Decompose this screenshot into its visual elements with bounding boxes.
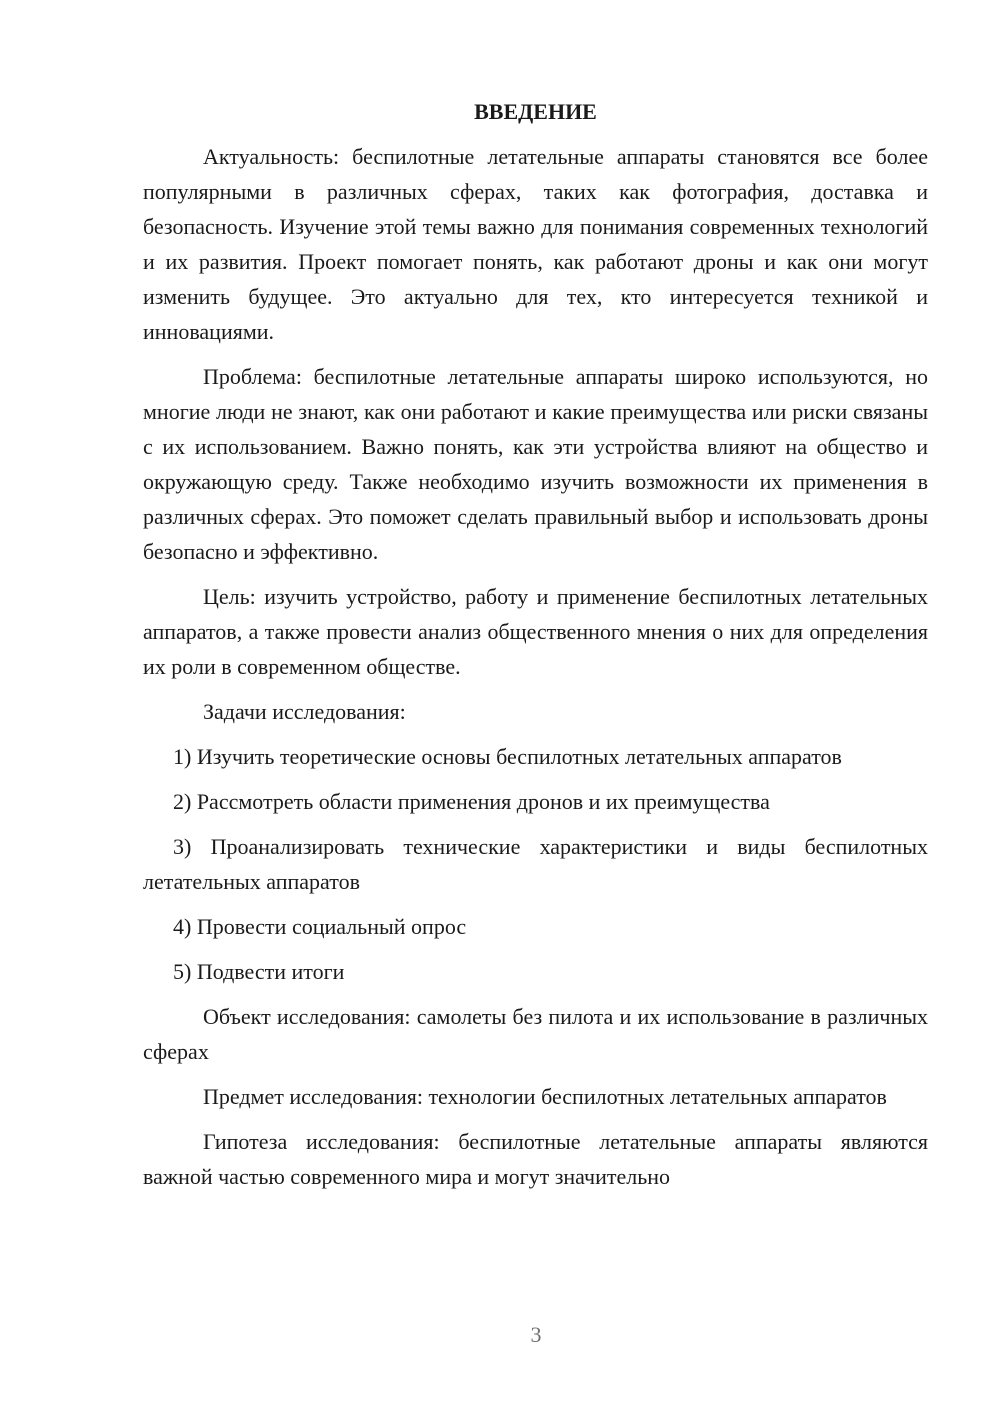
page-number: 3: [530, 1322, 542, 1347]
task-item-4: 4) Провести социальный опрос: [173, 914, 467, 939]
tasks-title: Задачи исследования:: [203, 699, 406, 724]
subject-paragraph: Предмет исследования: технологии беспилотных летательных аппаратов: [203, 1084, 887, 1109]
goal-paragraph: Цель: изучить устройство, работу и применение беспилотных летательных аппаратов, а также провести анализ общественного мнения о них для определения их роли в современном обществе.: [143, 584, 928, 679]
section-heading: ВВЕДЕНИЕ: [474, 99, 597, 124]
relevance-paragraph: Актуальность: беспилотные летательные аппараты становятся все более популярными в различных сферах, таких как фотография, доставка и безопасность. Изучение этой темы важно для понимания современных технологий и их развития. Проект помогает понять, как работают дроны и как они могут изменить будущее. Это актуально для тех, кто интересуется техникой и инновациями.: [143, 144, 928, 344]
hypothesis-paragraph: Гипотеза исследования: беспилотные летательные аппараты являются важной частью современного мира и могут значительно: [143, 1129, 928, 1189]
page-content: [143, 94, 928, 1204]
problem-paragraph: Проблема: беспилотные летательные аппараты широко используются, но многие люди не знают, как они работают и какие преимущества или риски связаны с их использованием. Важно понять, как эти устройства влияют на общество и окружающую среду. Также необходимо изучить возможности их применения в различных сферах. Это поможет сделать правильный выбор и использовать дроны безопасно и эффективно.: [143, 364, 928, 564]
task-item-2: 2) Рассмотреть области применения дронов и их преимущества: [173, 789, 770, 814]
task-item-5: 5) Подвести итоги: [173, 959, 345, 984]
task-item-3: 3) Проанализировать технические характеристики и виды беспилотных летательных аппаратов: [143, 834, 928, 894]
object-paragraph: Объект исследования: самолеты без пилота и их использование в различных сферах: [143, 1004, 928, 1064]
task-item-1: 1) Изучить теоретические основы беспилотных летательных аппаратов: [173, 744, 842, 769]
